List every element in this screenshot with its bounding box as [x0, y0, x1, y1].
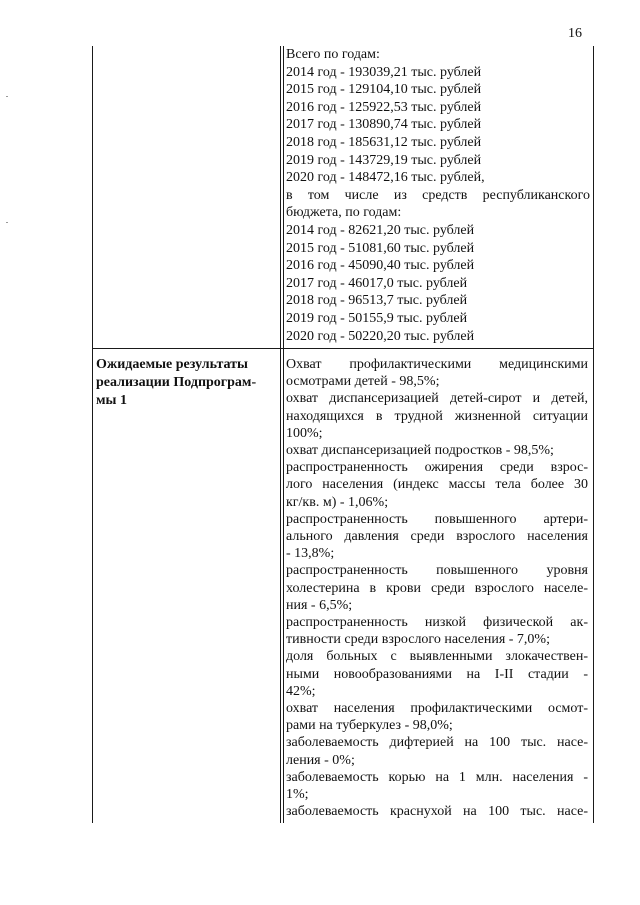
result-line: охват диспансеризацией подростков - 98,5%; [286, 443, 554, 459]
result-line: охват диспансеризацией детей-сирот и детей, [286, 391, 588, 407]
republican-year-line: 2018 год - 96513,7 тыс. рублей [286, 293, 468, 309]
expected-results-text [286, 356, 588, 820]
result-line: 1%; [286, 787, 309, 803]
result-line: доля больных с выявленными злокачествен- [286, 649, 588, 665]
total-year-line: 2020 год - 148472,16 тыс. рублей, [286, 170, 485, 186]
result-line: ального давления среди взрослого населения [286, 529, 588, 545]
result-line: тивности среди взрослого населения - 7,0%; [286, 632, 550, 648]
total-year-line: 2016 год - 125922,53 тыс. рублей [286, 99, 482, 115]
table-left-border [92, 46, 93, 823]
result-line: ления - 0%; [286, 752, 355, 768]
results-heading-line: реализации Подпрограм- [96, 375, 257, 390]
republican-year-line: 2017 год - 46017,0 тыс. рублей [286, 275, 468, 291]
results-heading-line: Ожидаемые результаты [96, 357, 248, 372]
results-heading [96, 356, 276, 410]
result-line: находящихся в трудной жизненной ситуации [286, 408, 588, 424]
scan-mark [6, 222, 8, 223]
result-line: распространенность ожирения среди взрос- [286, 460, 588, 476]
result-line: заболеваемость дифтерией на 100 тыс. насе- [286, 735, 588, 751]
result-line: Охват профилактическими медицинскими [286, 357, 588, 372]
page-number: 16 [568, 26, 582, 41]
result-line: ния - 6,5%; [286, 597, 353, 613]
total-year-line: 2015 год - 129104,10 тыс. рублей [286, 82, 482, 98]
total-year-line: 2018 год - 185631,12 тыс. рублей [286, 134, 482, 150]
total-year-line: 2019 год - 143729,19 тыс. рублей [286, 152, 482, 168]
result-line: лого населения (индекс массы тела более 30 [286, 477, 588, 493]
result-line: заболеваемость корью на 1 млн. населения - [286, 769, 588, 785]
result-line: 100%; [286, 425, 323, 441]
result-line: холестерина в крови среди взрослого населе- [286, 580, 588, 596]
republican-intro-line: бюджета, по годам: [286, 205, 402, 221]
republican-year-line: 2016 год - 45090,40 тыс. рублей [286, 258, 475, 274]
table-column-divider [280, 46, 281, 823]
table-right-border [593, 46, 594, 823]
result-line: распространенность повышенного артери- [286, 511, 588, 527]
republican-intro-line: в том числе из средств республиканского [286, 187, 590, 203]
result-line: распространенность низкой физической ак- [286, 615, 588, 631]
financing-block [286, 46, 590, 345]
total-year-line: 2014 год - 193039,21 тыс. рублей [286, 64, 482, 80]
republican-year-line: 2019 год - 50155,9 тыс. рублей [286, 310, 468, 326]
total-year-line: 2017 год - 130890,74 тыс. рублей [286, 117, 482, 133]
result-line: 42%; [286, 683, 316, 699]
result-line: распространенность повышенного уровня [286, 563, 588, 579]
table-row-divider [92, 348, 594, 349]
result-line: рами на туберкулез - 98,0%; [286, 718, 453, 734]
table-column-divider-inner [283, 46, 284, 823]
republican-year-line: 2015 год - 51081,60 тыс. рублей [286, 240, 475, 256]
financing-header: Всего по годам: [286, 47, 380, 62]
results-heading-line: мы 1 [96, 393, 127, 408]
republican-year-line: 2014 год - 82621,20 тыс. рублей [286, 222, 475, 238]
result-line: осмотрами детей - 98,5%; [286, 374, 440, 390]
result-line: заболеваемость краснухой на 100 тыс. насе- [286, 804, 588, 820]
result-line: - 13,8%; [286, 546, 335, 562]
result-line: охват населения профилактическими осмот- [286, 701, 588, 717]
result-line: кг/кв. м) - 1,06%; [286, 494, 389, 510]
scan-mark [6, 96, 8, 97]
republican-year-line: 2020 год - 50220,20 тыс. рублей [286, 328, 475, 344]
result-line: ными новообразованиями на I-II стадии - [286, 666, 588, 682]
